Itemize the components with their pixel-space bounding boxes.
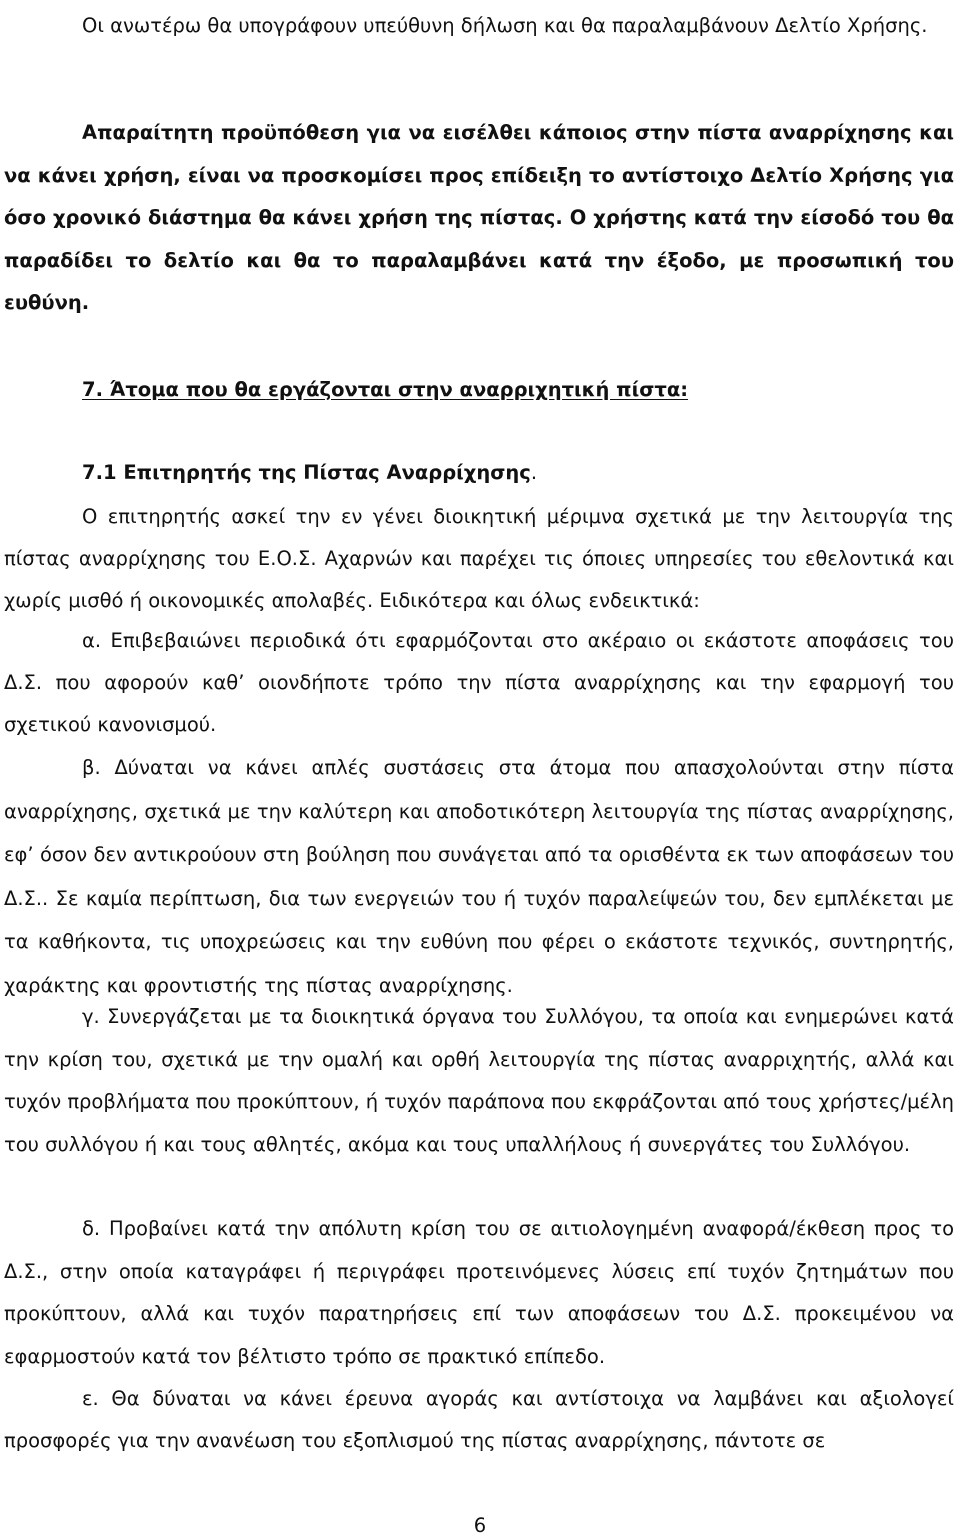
section-heading: 7. Άτομα που θα εργάζονται στην αναρριχητική πίστα: — [82, 378, 689, 401]
item-c-paragraph: γ. Συνεργάζεται με τα διοικητικά όργανα του Συλλόγου, τα οποία και ενημερώνει κατά την κρίση του, σχετικά με την ομαλή και ορθή λειτουργία της πίστας αναρριχητής, αλλά και τυχόν προβλήματα που προκύπτουν, ή τυχόν παράπονα που εκφράζονται από τους χρήστες/μέλη του συλλόγου ή και τους αθλητές, ακόμα και τους υπαλλήλους ή συνεργάτες του Συλλόγου. — [4, 1005, 954, 1156]
item-b-paragraph: β. Δύναται να κάνει απλές συστάσεις στα άτομα που απασχολούνται στην πίστα αναρρίχησης, σχετικά με την καλύτερη και αποδοτικότερη λειτουργία της πίστας αναρρίχησης, εφ’ όσον δεν αντικρούουν στη βούληση που συνάγεται από τα ορισθέντα εκ των αποφάσεων του Δ.Σ.. Σε καμία περίπτωση, δια των ενεργειών του ή τυχόν παραλείψεών του, δεν εμπλέκεται με τα καθήκοντα, τις υποχρεώσεις και την ευθύνη που φέρει ο εκάστοτε τεχνικός, συντηρητής, χαράκτης και φροντιστής της πίστας αναρρίχησης. — [4, 756, 954, 997]
subsection-heading — [82, 461, 537, 484]
intro-paragraph: Οι ανωτέρω θα υπογράφουν υπεύθυνη δήλωση και θα παραλαμβάνουν Δελτίο Χρήσης. — [82, 14, 928, 37]
subsection-heading-text: 7.1 Επιτηρητής της Πίστας Αναρρίχησης — [82, 461, 531, 484]
item-d-paragraph: δ. Προβαίνει κατά την απόλυτη κρίση του σε αιτιολογημένη αναφορά/έκθεση προς το Δ.Σ., στην οποία καταγράφει ή περιγράφει προτεινόμενες λύσεις επί τυχόν ζητημάτων που προκύπτουν, αλλά και τυχόν παρατηρήσεις επί των αποφάσεων του Δ.Σ. προκειμένου να εφαρμοστούν κατά τον βέλτιστο τρόπο σε πρακτικό επίπεδο. — [4, 1217, 954, 1368]
item-e-paragraph: ε. Θα δύναται να κάνει έρευνα αγοράς και αντίστοιχα να λαμβάνει και αξιολογεί προσφορές για την ανανέωση του εξοπλισμού της πίστας αναρρίχησης, πάντοτε σε — [4, 1387, 954, 1452]
item-a-paragraph: α. Επιβεβαιώνει περιοδικά ότι εφαρμόζονται στο ακέραιο οι εκάστοτε αποφάσεις του Δ.Σ. που αφορούν καθ’ οιονδήποτε τρόπο την πίστα αναρρίχησης και την εφαρμογή του σχετικού κανονισμού. — [4, 629, 954, 736]
subsection-heading-suffix: . — [530, 461, 538, 484]
requirement-paragraph: Απαραίτητη προϋπόθεση για να εισέλθει κάποιος στην πίστα αναρρίχησης και να κάνει χρήση, είναι να προσκομίσει προς επίδειξη το αντίστοιχο Δελτίο Χρήσης για όσο χρονικό διάστημα θα κάνει χρήση της πίστας. Ο χρήστης κατά την είσοδό του θα παραδίδει το δελτίο και θα το παραλαμβάνει κατά την έξοδο, με προσωπική του ευθύνη. — [4, 121, 954, 314]
supervisor-intro-paragraph: Ο επιτηρητής ασκεί την εν γένει διοικητική μέριμνα σχετικά με την λειτουργία της πίστας αναρρίχησης του Ε.Ο.Σ. Αχαρνών και παρέχει τις όποιες υπηρεσίες του εθελοντικά και χωρίς μισθό ή οικονομικές απολαβές. Ειδικότερα και όλως ενδεικτικά: — [4, 505, 954, 612]
page-number: 6 — [473, 1514, 487, 1537]
